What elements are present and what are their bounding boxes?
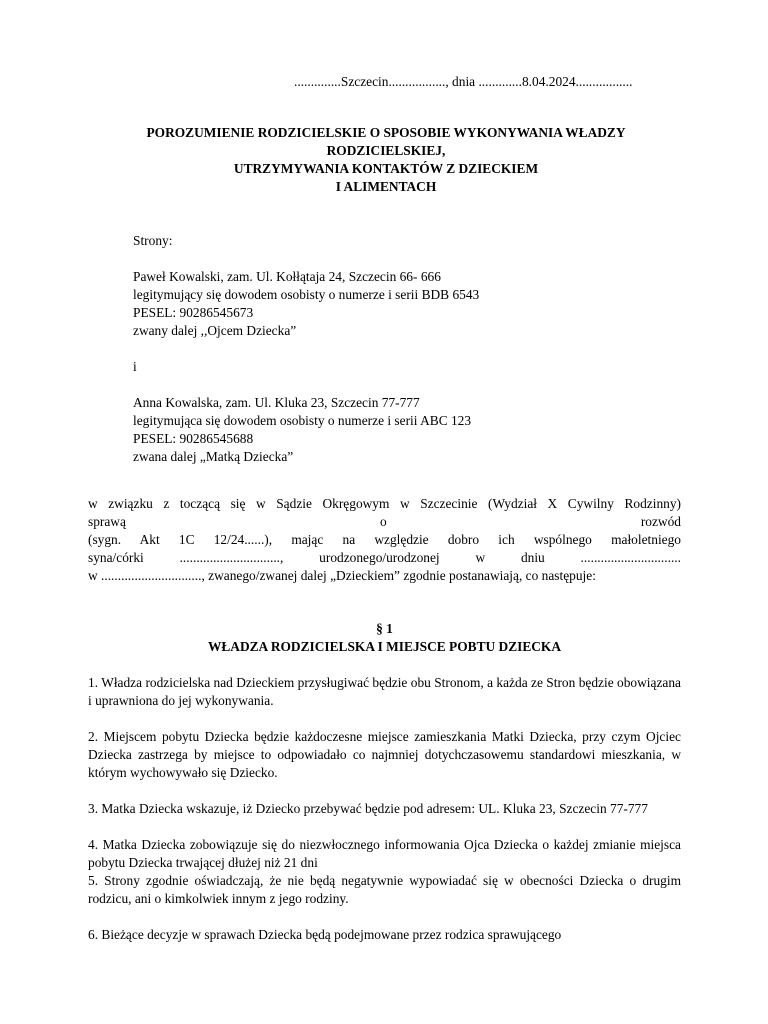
father-id: legitymujący się dowodem osobisty o numerze i serii BDB 6543 [133,287,480,302]
mother-designation: zwana dalej „Matką Dziecka” [133,449,294,464]
context-line: sprawą o rozwód [88,514,681,529]
place-and-date: ..............Szczecin................., dnia .............8.04.2024................. [294,74,633,89]
point-1: 1. Władza rodzicielska nad Dzieckiem przysługiwać będzie obu Stronom, a każda ze Stron będzie obowiązana i uprawniona do jej wykonywania. [88,675,681,708]
mother-name-address: Anna Kowalska, zam. Ul. Kluka 23, Szczecin 77-777 [133,395,420,410]
father-name-address: Paweł Kowalski, zam. Ul. Kołłątaja 24, Szczecin 66- 666 [133,269,441,284]
title-line: UTRZYMYWANIA KONTAKTÓW Z DZIECKIEM [233,161,539,176]
mother-pesel: PESEL: 90286545688 [133,431,254,446]
father-pesel: PESEL: 90286545673 [133,305,254,320]
parties-label: Strony: [133,233,173,248]
father-designation: zwany dalej ,,Ojcem Dziecka” [133,323,297,338]
section-1-points [88,674,681,962]
point-2: 2. Miejscem pobytu Dziecka będzie każdoczesne miejsce zamieszkania Matki Dziecka, przy czym Ojciec Dziecka zastrzega by miejsce to odpowiadało co najmniej dotychczasowemu standardowi mieszkania, w którym wychowywało się Dziecko. [88,729,681,780]
section-title: WŁADZA RODZICIELSKA I MIEJSCE POBTU DZIECKA [207,639,562,654]
point-3: 3. Matka Dziecka wskazuje, iż Dziecko przebywać będzie pod adresem: UL. Kluka 23, Szczecin 77-777 [88,801,648,816]
context-line: syna/córki .............................., urodzonego/urodzonej w dniu .............................. [88,550,681,565]
title-line: I ALIMENTACH [335,179,437,194]
context-line: (sygn. Akt 1C 12/24......), mając na względzie dobro ich wspólnego małoletniego [88,532,681,547]
point-6: 6. Bieżące decyzje w sprawach Dziecka będą podejmowane przez rodzica sprawującego [88,927,562,942]
context-paragraph [88,495,681,585]
title-line: POROZUMIENIE RODZICIELSKIE O SPOSOBIE WYKONYWANIA WŁADZY [146,125,626,140]
context-line: w związku z toczącą się w Sądzie Okręgowym w Szczecinie (Wydział X Cywilny Rodzinny) [88,496,681,511]
point-5: 5. Strony zgodnie oświadczają, że nie będą negatywnie wypowiadać się w obecności Dziecka o drugim rodzicu, ani o kimkolwiek innym z jego rodziny. [88,873,681,906]
section-1-heading [88,620,681,656]
section-number: § 1 [376,621,393,636]
document-title [90,124,682,196]
point-4: 4. Matka Dziecka zobowiązuje się do niezwłocznego informowania Ojca Dziecka o każdej zmianie miejsca pobytu Dziecka trwającej dłużej niż 21 dni [88,837,681,870]
parties-block [133,232,693,466]
context-line: w .............................., zwanego/zwanej dalej „Dzieckiem” zgodnie postanawiają, co następuje: [88,568,596,583]
mother-id: legitymująca się dowodem osobisty o numerze i serii ABC 123 [133,413,472,428]
parties-conjunction: i [133,359,137,374]
title-line: RODZICIELSKIEJ, [326,143,446,158]
